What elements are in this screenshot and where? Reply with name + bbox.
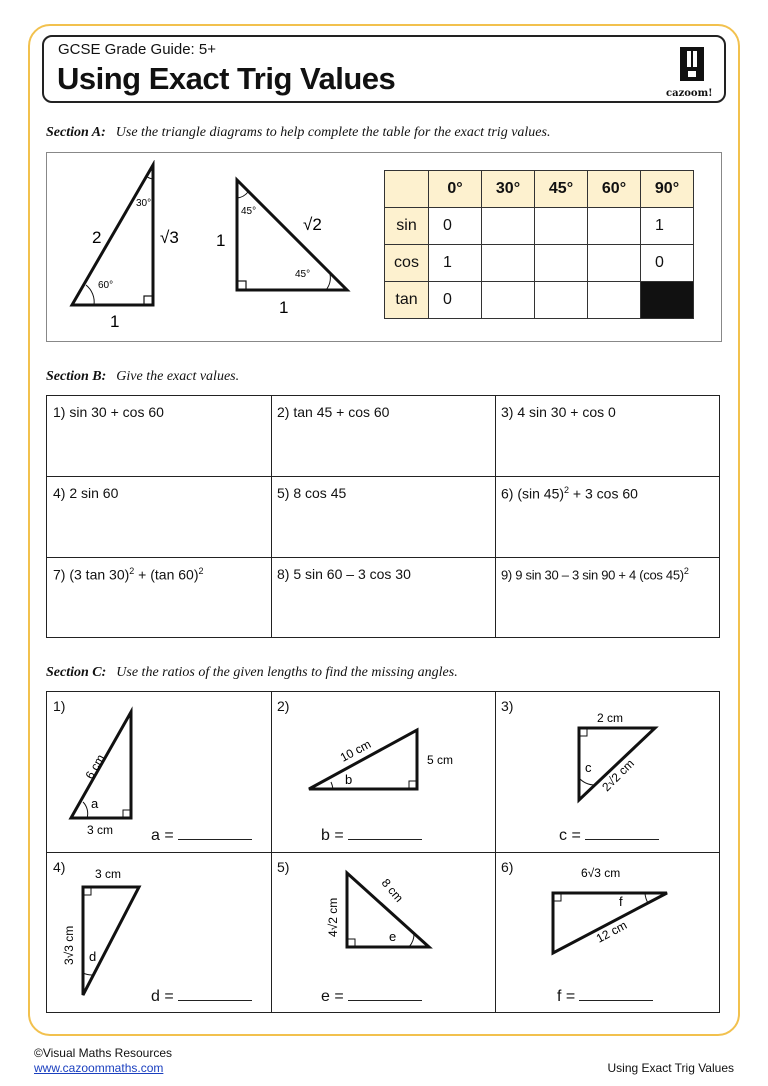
tri2-hyp-label: √2 [303,215,322,234]
side-label: 6 cm [82,751,108,782]
question-5: 5) 8 cos 45 [277,485,347,501]
side-label: 10 cm [337,736,374,765]
row-label: tan [385,282,429,319]
answer-line[interactable] [557,988,653,1006]
table-row-cos [385,245,694,282]
table-cell: 0 [641,245,694,282]
answer-label: f = [557,988,576,1005]
answer-label: a = [151,827,174,844]
table-cell [588,208,641,245]
answer-line[interactable] [559,827,659,845]
problem-number: 3) [501,698,514,714]
question-3: 3) 4 sin 30 + cos 0 [501,404,616,420]
angle-label: b [345,772,353,787]
table-header: 90° [641,171,694,208]
answer-label: d = [151,988,174,1005]
row-label: cos [385,245,429,282]
q6-part-b: + 3 cos 60 [569,485,638,502]
problem-number: 1) [53,698,66,714]
problem-number: 5) [277,859,290,875]
tri1-opp-label: √3 [160,228,179,247]
table-header: 60° [588,171,641,208]
section-c-heading [46,665,458,681]
table-header: 0° [429,171,482,208]
side-label: 12 cm [593,917,630,946]
question-1: 1) sin 30 + cos 60 [53,404,164,420]
triangle-45-45 [237,180,347,290]
section-a-triangles [60,160,370,340]
angle-label: d [89,949,97,964]
tri2-vert-label: 1 [216,231,226,250]
table-header: 45° [535,171,588,208]
table-cell [588,282,641,319]
squared-exponent: 2 [564,485,570,495]
section-a-label: Section A: [46,125,106,140]
table-header-row [385,171,694,208]
table-cell-undefined [641,282,694,319]
table-cell: 0 [429,282,482,319]
question-8: 8) 5 sin 60 – 3 cos 30 [277,566,411,582]
tri1-hyp-label: 2 [92,228,102,247]
angle-label: f [619,894,623,909]
website-link[interactable]: www.cazoommaths.com [34,1061,164,1075]
section-b-label: Section B: [46,369,107,384]
question-2: 2) tan 45 + cos 60 [277,404,390,420]
table-cell: 1 [429,245,482,282]
problem-number: 2) [277,698,290,714]
side-label: 2√2 cm [599,756,637,795]
section-c-label: Section C: [46,665,107,680]
problem-6 [495,853,719,1014]
footer-title: Using Exact Trig Values [607,1061,734,1075]
table-cell [482,282,535,319]
question-4: 4) 2 sin 60 [53,485,119,501]
table-cell: 1 [641,208,694,245]
table-cell [588,245,641,282]
row-label: sin [385,208,429,245]
table-row-tan [385,282,694,319]
table-row-sin [385,208,694,245]
logo-text: cazoom! [666,88,713,99]
answer-label: c = [559,827,581,844]
squared-exponent: 2 [129,566,135,576]
tri2-base-label: 1 [279,298,289,317]
q7-part-b: + (tan 60) [134,566,199,583]
angle-label: a [91,796,99,811]
question-6 [495,477,719,558]
angle-label: e [389,929,397,944]
side-label: 3√3 cm [62,925,76,965]
side-label: 8 cm [378,875,407,905]
answer-label: e = [321,988,344,1005]
question-7 [47,558,271,639]
table-header: 30° [482,171,535,208]
tri1-bottom-angle: 60° [98,280,114,291]
table-cell [535,208,588,245]
q9-part-a: 9) 9 sin 30 – 3 sin 90 + 4 (cos 45) [501,567,684,583]
tri1-top-angle: 30° [136,198,152,209]
section-b-grid [46,395,720,638]
angle-label: c [585,760,592,775]
table-cell [482,208,535,245]
table-cell [535,282,588,319]
side-label: 3 cm [87,823,114,837]
section-b-instruction: Give the exact values. [116,369,240,384]
cazoom-logo-icon [670,45,714,85]
q6-part-a: 6) (sin 45) [501,485,565,502]
side-label: 3 cm [95,867,122,881]
answer-line[interactable] [151,827,252,845]
side-label: 6√3 cm [581,866,621,880]
table-corner [385,171,429,208]
squared-exponent: 2 [683,566,689,576]
cazoom-logo [666,45,714,99]
tri2-top-angle: 45° [241,206,257,217]
tri2-bottom-angle: 45° [295,269,311,280]
problem-2 [271,692,495,853]
section-a-heading [46,125,550,141]
page-subtitle: GCSE Grade Guide: 5+ [58,41,216,58]
section-c-grid [46,691,720,1013]
problem-number: 4) [53,859,66,875]
problem-number: 6) [501,859,514,875]
side-label: 4√2 cm [326,897,340,937]
section-c-instruction: Use the ratios of the given lengths to find the missing angles. [116,665,458,680]
problem-5 [271,853,495,1014]
tri1-adj-label: 1 [110,312,120,331]
side-label: 2 cm [597,711,624,725]
trig-values-table [384,170,694,319]
squared-exponent: 2 [198,566,204,576]
page-title: Using Exact Trig Values [57,61,396,96]
problem-3 [495,692,719,853]
section-a-instruction: Use the triangle diagrams to help complete the table for the exact trig values. [115,125,551,140]
table-cell [482,245,535,282]
question-9 [495,558,719,639]
answer-label: b = [321,827,344,844]
answer-line[interactable] [321,827,422,845]
header-box [42,35,726,103]
section-b-heading [46,369,239,385]
table-cell: 0 [429,208,482,245]
table-cell [535,245,588,282]
answer-line[interactable] [151,988,252,1006]
problem-1 [47,692,271,853]
side-label: 5 cm [427,753,454,767]
problem-4 [47,853,271,1014]
q7-part-a: 7) (3 tan 30) [53,566,130,583]
answer-line[interactable] [321,988,422,1006]
copyright: ©Visual Maths Resources [34,1046,173,1060]
